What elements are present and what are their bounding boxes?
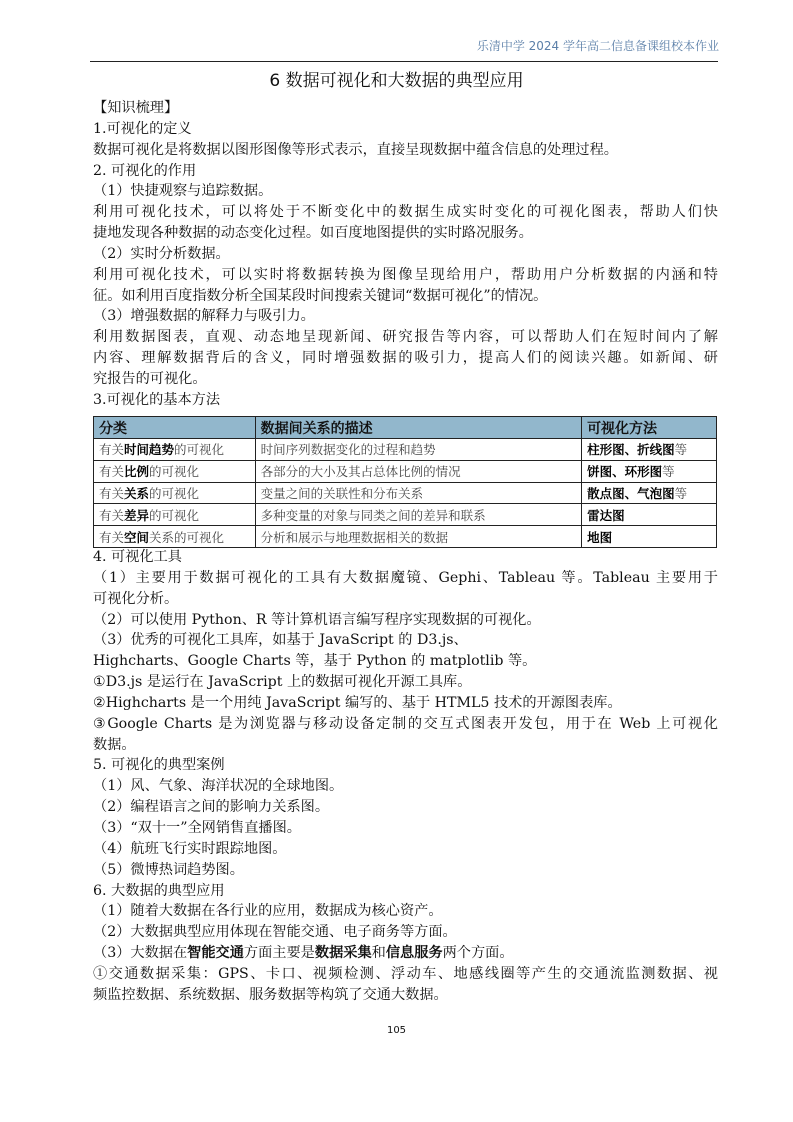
text-line: [93, 390, 718, 411]
text-line: [93, 286, 718, 307]
text-span: （3）优秀的可视化工具库，如基于 JavaScript 的 D3.js、: [93, 632, 468, 649]
bold-text: 信息服务: [385, 945, 443, 962]
bold-text: 散点图、气泡图: [587, 485, 675, 501]
text-span: 利用可视化技术，可以实时将数据转换为图像呈现给用户，帮助用户分析数据的内涵和特: [93, 266, 718, 283]
text-line: [93, 651, 718, 672]
table-cell: [255, 504, 581, 526]
text-span: 等: [662, 464, 675, 480]
text-span: 和: [371, 945, 386, 962]
bold-text: 饼图、环形图: [587, 464, 663, 480]
text-line: [93, 265, 718, 286]
text-line: [93, 672, 718, 693]
text-span: 2. 可视化的作用: [93, 162, 197, 179]
text-line: [93, 818, 718, 839]
table-cell: [94, 526, 256, 548]
text-span: 1.可视化的定义: [93, 120, 192, 137]
text-span: Highcharts、Google Charts 等，基于 Python 的 matplotlib 等。: [93, 653, 537, 670]
text-span: 4. 可视化工具: [93, 549, 182, 565]
text-span: 等: [674, 442, 688, 458]
table-cell: [582, 439, 717, 461]
text-line: [93, 860, 718, 881]
text-span: 有关: [99, 529, 125, 545]
text-span: 的可视化: [149, 507, 200, 523]
text-span: 利用数据图表，直观、动态地呈现新闻、研究报告等内容，可以帮助人们在短时间内了解: [93, 329, 718, 346]
bold-text: 比例: [124, 464, 150, 480]
table-cell: [255, 526, 581, 548]
text-span: 的可视化: [149, 485, 200, 501]
running-header: 乐清中学 2024 学年高二信息备课组校本作业: [476, 39, 719, 53]
table-cell: [582, 482, 717, 504]
section-tools-and-applications: [93, 547, 718, 1006]
text-span: 究报告的可视化。: [93, 370, 207, 387]
text-span: 捷地发现各种数据的动态变化过程。如百度地图提供的实时路况服务。: [93, 225, 533, 242]
text-span: （1）主要用于数据可视化的工具有大数据魔镜、Gephi、Tableau 等。Tableau 主要用于: [93, 569, 718, 586]
text-span: （1）风、气象、海洋状况的全球地图。: [93, 778, 344, 795]
text-span: 各部分的大小及其占总体比例的情况: [260, 464, 461, 480]
column-header: 可视化方法: [582, 417, 717, 439]
text-line: [93, 244, 718, 265]
text-span: 的可视化: [174, 442, 225, 458]
text-span: 内容、理解数据背后的含义，同时增强数据的吸引力，提高人们的阅读兴趣。如新闻、研: [93, 350, 718, 367]
text-span: （2）实时分析数据。: [93, 245, 230, 262]
text-line: [93, 161, 718, 182]
text-span: 征。如利用百度指数分析全国某段时间搜索关键词“数据可视化”的情况。: [93, 287, 548, 304]
text-span: ③Google Charts 是为浏览器与移动设备定制的交互式图表开发包，用于在 Web 上可视化: [93, 715, 718, 732]
bold-text: 数据采集: [314, 945, 372, 962]
text-line: [93, 964, 718, 985]
text-span: 方面主要是: [243, 945, 315, 962]
text-span: 有关: [99, 464, 125, 480]
text-span: （2）可以使用 Python、R 等计算机语言编写程序实现数据的可视化。: [93, 611, 541, 628]
text-line: [93, 693, 718, 714]
text-span: （3）“双十一”全网销售直播图。: [93, 819, 301, 836]
text-span: 两个方面。: [442, 945, 514, 962]
bold-text: 空间: [124, 529, 150, 545]
text-line: [93, 119, 718, 140]
text-span: 多种变量的对象与同类之间的差异和联系: [260, 507, 486, 523]
text-span: 的可视化: [149, 464, 200, 480]
text-line: [93, 839, 718, 860]
text-span: 6. 大数据的典型应用: [93, 882, 225, 899]
page-number: 105: [386, 1025, 407, 1036]
table-row: [94, 526, 717, 548]
bold-text: 柱形图、折线图: [587, 442, 675, 458]
text-span: （2）大数据典型应用体现在智能交通、电子商务等方面。: [93, 924, 457, 941]
text-line: [93, 369, 718, 390]
text-span: 数据。: [93, 736, 136, 753]
table-cell: [255, 482, 581, 504]
text-span: ②Highcharts 是一个用纯 JavaScript 编写的、基于 HTML5 技术的开源图表库。: [93, 694, 622, 711]
column-header: 分类: [94, 417, 256, 439]
text-span: ①D3.js 是运行在 JavaScript 上的数据可视化开源工具库。: [93, 674, 472, 691]
column-header: 数据间关系的描述: [255, 417, 581, 439]
table-cell: [255, 460, 581, 482]
table-row: [94, 482, 717, 504]
text-span: 有关: [99, 442, 125, 458]
text-span: 利用可视化技术，可以将处于不断变化中的数据生成实时变化的可视化图表，帮助人们快: [93, 204, 718, 221]
text-line: [93, 901, 718, 922]
text-span: （1）快捷观察与追踪数据。: [93, 183, 273, 200]
text-line: [93, 755, 718, 776]
text-span: 有关: [99, 507, 125, 523]
text-line: [93, 202, 718, 223]
bold-text: 时间趋势: [124, 442, 175, 458]
text-line: [93, 181, 718, 202]
text-span: 5. 可视化的典型案例: [93, 757, 225, 774]
text-span: （4）航班飞行实时跟踪地图。: [93, 840, 287, 857]
table-cell: [582, 460, 717, 482]
bold-text: 智能交通: [187, 945, 244, 962]
text-span: （1）随着大数据在各行业的应用，数据成为核心资产。: [93, 903, 443, 920]
bold-text: 关系: [124, 485, 150, 501]
text-span: 【知识梳理】: [93, 100, 179, 116]
text-line: [93, 348, 718, 369]
text-span: 有关: [99, 485, 125, 501]
text-span: 关系的可视化: [149, 529, 225, 545]
table-cell: [94, 482, 256, 504]
table-cell: [94, 460, 256, 482]
text-line: [93, 881, 718, 902]
text-line: [93, 943, 718, 964]
bold-text: 差异: [124, 507, 150, 523]
text-span: 数据可视化是将数据以图形图像等形式表示，直接呈现数据中蕴含信息的处理过程。: [93, 141, 618, 158]
text-line: [93, 922, 718, 943]
table-cell: [94, 439, 256, 461]
text-line: [93, 547, 718, 568]
text-span: 时间序列数据变化的过程和趋势: [260, 442, 436, 458]
text-span: （2）编程语言之间的影响力关系图。: [93, 799, 330, 816]
text-line: [93, 140, 718, 161]
bold-text: 地图: [587, 529, 613, 545]
page-title: 6 数据可视化和大数据的典型应用: [269, 71, 524, 91]
text-span: 频监控数据、系统数据、服务数据等构筑了交通大数据。: [93, 986, 448, 1003]
header-rule: [90, 61, 718, 62]
section-knowledge: [93, 98, 718, 411]
text-span: 分析和展示与地理数据相关的数据: [260, 529, 449, 545]
text-span: 等: [674, 485, 688, 501]
text-line: [93, 797, 718, 818]
text-line: [93, 610, 718, 631]
text-span: 可视化分析。: [93, 590, 179, 607]
text-line: [93, 589, 718, 610]
table-row: [94, 439, 717, 461]
table-cell: [582, 504, 717, 526]
text-line: [93, 776, 718, 797]
text-span: 变量之间的关联性和分布关系: [260, 485, 424, 501]
text-line: [93, 568, 718, 589]
text-span: （3）增强数据的解释力与吸引力。: [93, 308, 315, 325]
text-span: ①交通数据采集：GPS、卡口、视频检测、浮动车、地感线圈等产生的交通流监测数据、视: [93, 965, 718, 982]
text-line: [93, 630, 718, 651]
table-row: [94, 460, 717, 482]
text-span: （3）大数据在: [93, 945, 188, 962]
text-span: （5）微博热词趋势图。: [93, 861, 244, 878]
text-line: [93, 985, 718, 1006]
table-cell: [582, 526, 717, 548]
text-line: [93, 98, 718, 119]
text-line: [93, 714, 718, 735]
table-header-row: [94, 417, 717, 439]
text-span: 3.可视化的基本方法: [93, 391, 221, 408]
text-line: [93, 306, 718, 327]
text-line: [93, 327, 718, 348]
table-cell: [255, 439, 581, 461]
visualization-methods-table: [93, 416, 717, 548]
table-row: [94, 504, 717, 526]
table-cell: [94, 504, 256, 526]
bold-text: 雷达图: [587, 507, 625, 523]
text-line: [93, 223, 718, 244]
text-line: [93, 735, 718, 756]
